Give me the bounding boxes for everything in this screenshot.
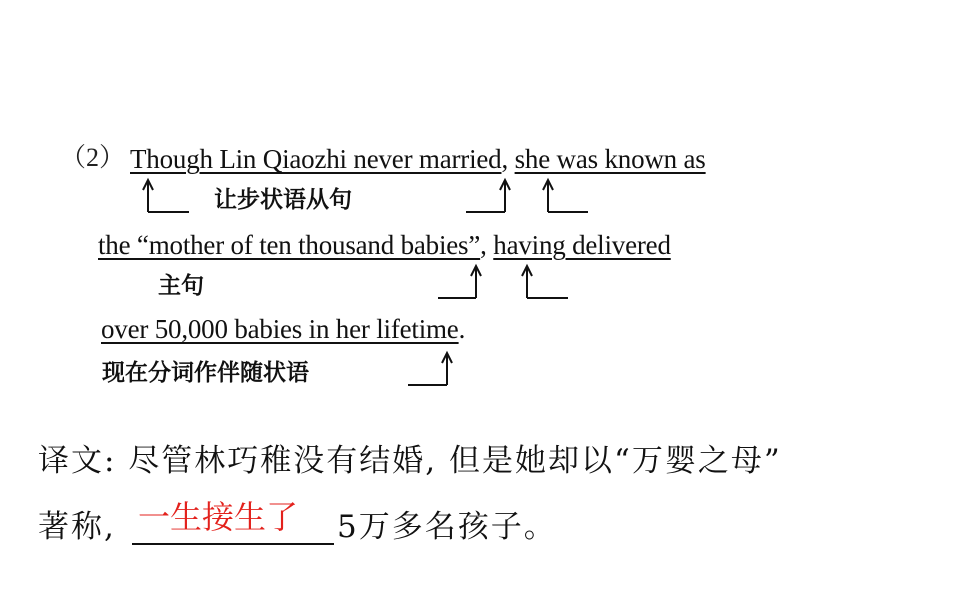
arrow-participle-start — [522, 266, 568, 298]
answer-text: 一生接生了 — [138, 498, 299, 536]
translation-line-1: 译文: 尽管林巧稚没有结婚, 但是她却以“万婴之母” — [38, 443, 782, 479]
translation-line-2-prefix: 著称, — [38, 509, 116, 545]
participle-phrase-part-1: having delivered — [493, 230, 671, 260]
comma: , — [501, 144, 509, 174]
arrow-main-end — [438, 266, 481, 298]
arrow-concessive-end — [466, 180, 510, 212]
item-number: （2） — [60, 143, 126, 172]
label-main-clause: 主句 — [158, 273, 204, 299]
arrow-concessive-start — [143, 180, 189, 212]
participle-phrase-part-2: over 50,000 babies in her lifetime — [101, 314, 459, 344]
answer-blank-line — [132, 543, 334, 545]
label-concessive-clause: 让步状语从句 — [214, 187, 352, 213]
comma: , — [480, 230, 487, 260]
period: . — [458, 314, 466, 344]
arrow-main-start — [543, 180, 588, 212]
arrow-participle-end — [408, 353, 452, 385]
main-clause-part-2: the “mother of ten thousand babies” — [98, 230, 481, 260]
main-clause-part-1: she was known as — [514, 144, 706, 174]
concessive-clause: Though Lin Qiaozhi never married — [130, 144, 502, 174]
translation-line-2-suffix: 5万多名孩子。 — [337, 509, 557, 545]
label-participle-adverbial: 现在分词作伴随状语 — [102, 360, 309, 386]
